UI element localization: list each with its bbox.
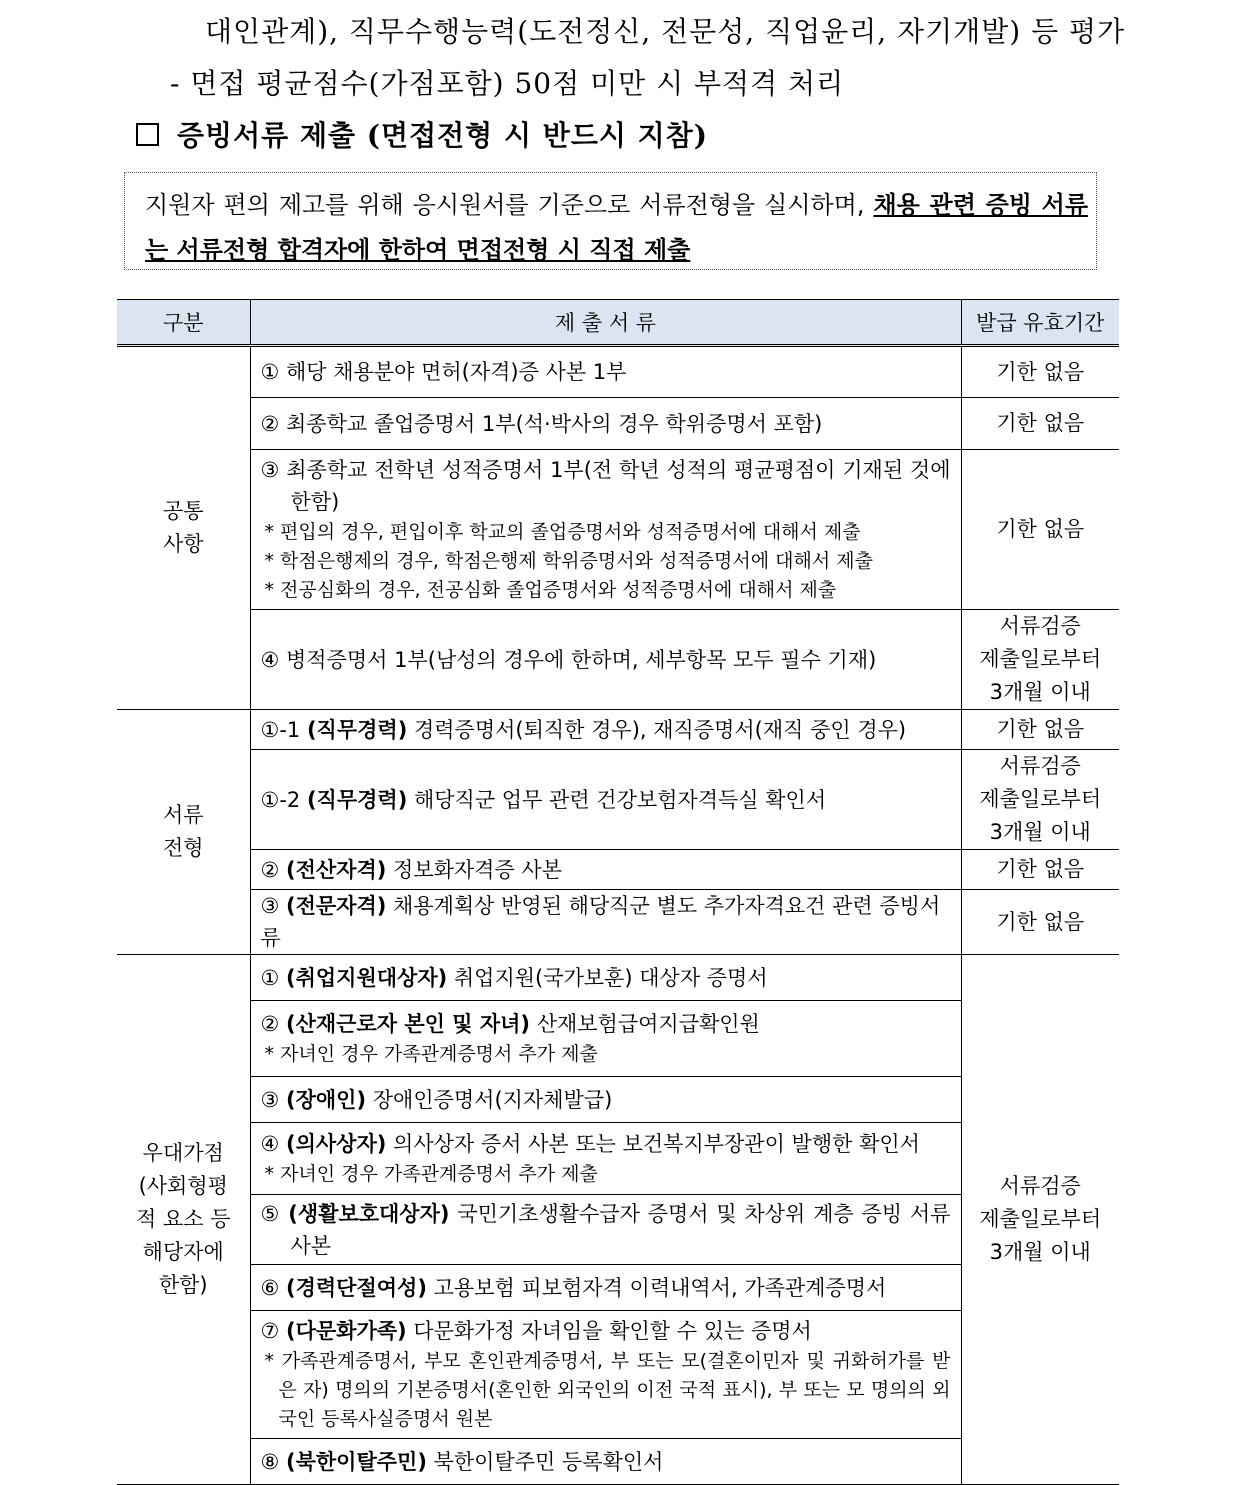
- note-text: * 학점은행제의 경우, 학점은행제 학위증명서와 성적증명서에 대해서 제출: [264, 550, 873, 572]
- document-cell: ① 해당 채용분야 면허(자격)증 사본 1부: [250, 346, 961, 398]
- table-row: [117, 955, 1119, 1001]
- note-text: * 자녀인 경우 가족관계증명서 추가 제출: [264, 1163, 598, 1185]
- document-cell: ⑦ (다문화가족) 다문화가정 자녀임을 확인할 수 있는 증명서 * 가족관계증명서, 부모 혼인관계증명서, 부 또는 모(결혼이민자 및 귀화허가를 받은 자) 명의의 기본증명서(혼인한 외국인의 이전 국적 표시), 부 또는 모 명의의 외국인 등록사실증명서 원본: [250, 1311, 961, 1439]
- category-preference: 우대가점 (사회형평 적 요소 등 해당자에 한함): [117, 955, 250, 1485]
- table-row: [117, 610, 1119, 710]
- document-cell: ② 최종학교 졸업증명서 1부(석·박사의 경우 학위증명서 포함): [250, 398, 961, 450]
- table-row: [117, 346, 1119, 398]
- section-title: 증빙서류 제출 (면접전형 시 반드시 지참): [177, 119, 709, 152]
- header-category: 구분: [117, 300, 250, 346]
- document-cell: ⑧ (북한이탈주민) 북한이탈주민 등록확인서: [250, 1439, 961, 1485]
- intro-line-2: - 면접 평균점수(가점포함) 50점 미만 시 부적격 처리: [170, 67, 845, 100]
- intro-line-1: 대인관계), 직무수행능력(도전정신, 전문성, 직업윤리, 자기개발) 등 평가: [205, 15, 1126, 48]
- validity-cell: 기한 없음: [961, 890, 1119, 955]
- document-cell: ③ (전문자격) 채용계획상 반영된 해당직군 별도 추가자격요건 관련 증빙서류: [250, 890, 961, 955]
- document-cell: ③ 최종학교 전학년 성적증명서 1부(전 학년 성적의 평균평점이 기재된 것에 한함) * 편입의 경우, 편입이후 학교의 졸업증명서와 성적증명서에 대해서 제출 * 학점은행제의 경우, 학점은행제 학위증명서와 성적증명서에 대해서 제출 * 전공심화의 경우, 전공심화 졸업증명서와 성적증명서에 대해서 제출: [250, 450, 961, 610]
- validity-cell: 서류검증 제출일로부터 3개월 이내: [961, 750, 1119, 850]
- table-row: [117, 398, 1119, 450]
- table-header-row: [117, 300, 1119, 346]
- document-cell: ② (전산자격) 정보화자격증 사본: [250, 850, 961, 890]
- document-cell: ① (취업지원대상자) 취업지원(국가보훈) 대상자 증명서: [250, 955, 961, 1001]
- note-text: * 편입의 경우, 편입이후 학교의 졸업증명서와 성적증명서에 대해서 제출: [264, 521, 861, 543]
- checkbox-square-icon: [136, 123, 159, 146]
- document-cell: ⑤ (생활보호대상자) 국민기초생활수급자 증명서 및 차상위 계층 증빙 서류 사본: [250, 1195, 961, 1265]
- validity-cell: 서류검증 제출일로부터 3개월 이내: [961, 955, 1119, 1485]
- header-validity: 발급 유효기간: [961, 300, 1119, 346]
- table-row: [117, 850, 1119, 890]
- document-cell: ①-1 (직무경력) 경력증명서(퇴직한 경우), 재직증명서(재직 중인 경우): [250, 710, 961, 750]
- note-text: * 전공심화의 경우, 전공심화 졸업증명서와 성적증명서에 대해서 제출: [264, 579, 837, 601]
- header-documents: 제 출 서 류: [250, 300, 961, 346]
- validity-cell: 서류검증 제출일로부터 3개월 이내: [961, 610, 1119, 710]
- table-row: [117, 710, 1119, 750]
- section-heading: [136, 114, 708, 154]
- note-text: * 가족관계증명서, 부모 혼인관계증명서, 부 또는 모(결혼이민자 및 귀화허가를 받은 자) 명의의 기본증명서(혼인한 외국인의 이전 국적 표시), 부 또는 모 명의의 외국인 등록사실증명서 원본: [264, 1350, 951, 1430]
- validity-cell: 기한 없음: [961, 346, 1119, 398]
- notice-highlight: 채용 관련 증빙 서류는 서류전형 합격자에 한하여 면접전형 시 직접 제출: [145, 191, 1088, 264]
- notice-text: 지원자 편의 제고를 위해 응시원서를 기준으로 서류전형을 실시하며,: [145, 191, 874, 219]
- category-common: 공통 사항: [117, 346, 250, 710]
- table-row: [117, 890, 1119, 955]
- note-text: * 자녀인 경우 가족관계증명서 추가 제출: [264, 1043, 598, 1065]
- validity-cell: 기한 없음: [961, 850, 1119, 890]
- document-cell: ④ 병적증명서 1부(남성의 경우에 한하며, 세부항목 모두 필수 기재): [250, 610, 961, 710]
- category-screening: 서류 전형: [117, 710, 250, 955]
- document-cell: ② (산재근로자 본인 및 자녀) 산재보험급여지급확인원 * 자녀인 경우 가족관계증명서 추가 제출: [250, 1001, 961, 1077]
- validity-cell: 기한 없음: [961, 710, 1119, 750]
- document-cell: ④ (의사상자) 의사상자 증서 사본 또는 보건복지부장관이 발행한 확인서 * 자녀인 경우 가족관계증명서 추가 제출: [250, 1123, 961, 1195]
- validity-cell: 기한 없음: [961, 450, 1119, 610]
- validity-cell: 기한 없음: [961, 398, 1119, 450]
- document-cell: ①-2 (직무경력) 해당직군 업무 관련 건강보험자격득실 확인서: [250, 750, 961, 850]
- notice-box: [124, 172, 1097, 270]
- table-row: [117, 750, 1119, 850]
- document-cell: ③ (장애인) 장애인증명서(지자체발급): [250, 1077, 961, 1123]
- table-row: [117, 450, 1119, 610]
- documents-table: [117, 299, 1119, 1485]
- document-cell: ⑥ (경력단절여성) 고용보험 피보험자격 이력내역서, 가족관계증명서: [250, 1265, 961, 1311]
